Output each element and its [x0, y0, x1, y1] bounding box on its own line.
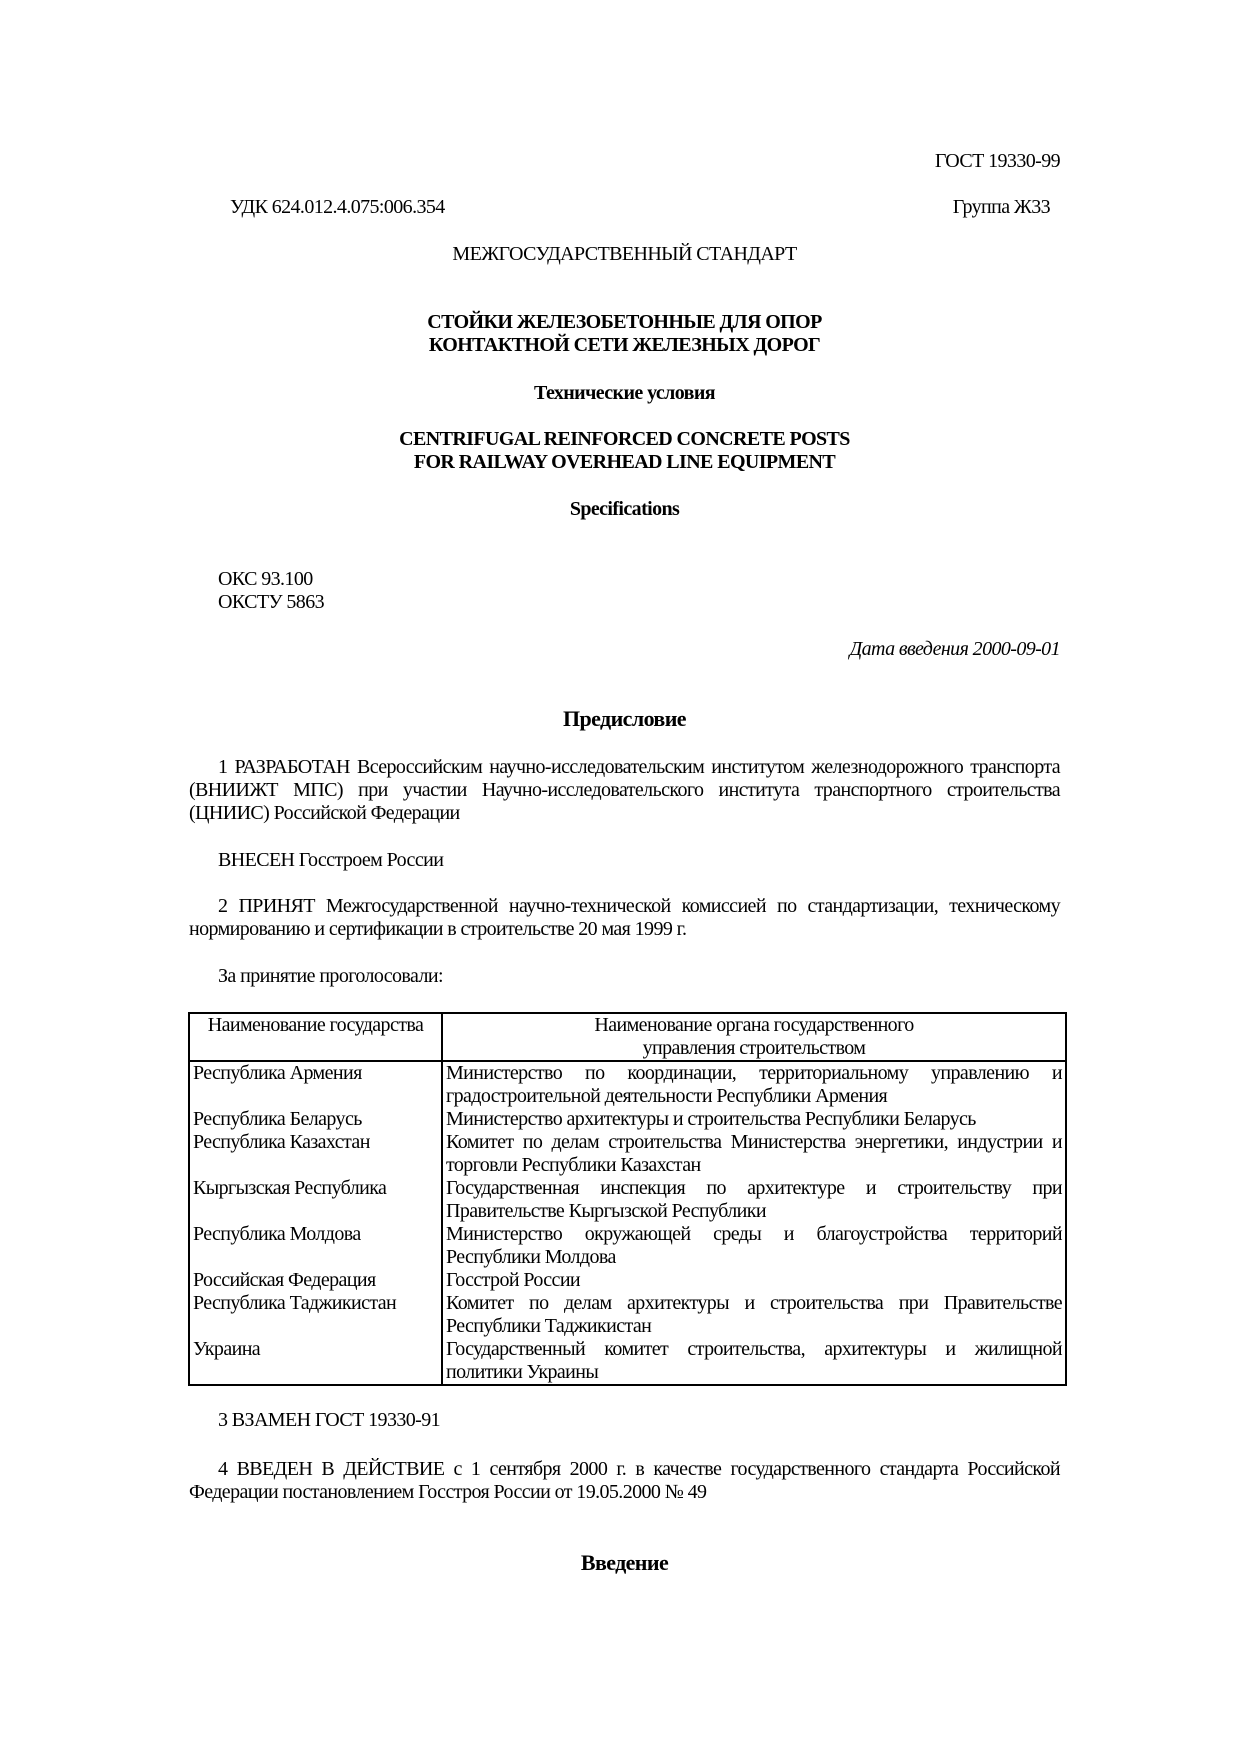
state-cell: Республика Таджикистан: [189, 1292, 442, 1338]
foreword-paragraph-4: 4 ВВЕДЕН В ДЕЙСТВИЕ с 1 сентября 2000 г. в качестве государственного стандарта Российской Федерации постановлением Госстроя России от 19.05.2000 № 49: [189, 1458, 1060, 1503]
table-row: [189, 1108, 1066, 1131]
authority-cell: Государственный комитет строительства, архитектуры и жилищной политики Украины: [446, 1338, 1062, 1383]
state-cell: Российская Федерация: [189, 1269, 442, 1292]
state-cell: Республика Молдова: [189, 1223, 442, 1269]
authority-cell: Министерство по координации, территориальному управлению и градостроительной деятельности Республики Армения: [446, 1062, 1062, 1107]
title-ru-line2: КОНТАКТНОЙ СЕТИ ЖЕЛЕЗНЫХ ДОРОГ: [428, 334, 821, 356]
subtitle-ru: Технические условия: [533, 382, 716, 404]
foreword-paragraph-3: 3 ВЗАМЕН ГОСТ 19330-91: [218, 1409, 441, 1431]
voted-label: За принятие проголосовали:: [218, 965, 443, 987]
okstu-code: ОКСТУ 5863: [218, 591, 325, 613]
authority-cell: Министерство окружающей среды и благоустройства территорий Республики Молдова: [446, 1223, 1062, 1268]
introduction-date: Дата введения 2000-09-01: [849, 638, 1060, 660]
table-row: [189, 1177, 1066, 1223]
authority-cell: Государственная инспекция по архитектуре и строительству при Правительстве Кыргызской Республики: [446, 1177, 1062, 1222]
foreword-paragraph-2: 2 ПРИНЯТ Межгосударственной научно-технической комиссией по стандартизации, техническому нормированию и сертификации в строительстве 20 мая 1999 г.: [189, 895, 1060, 940]
title-en-line1: CENTRIFUGAL REINFORCED CONCRETE POSTS: [399, 428, 850, 450]
authority-cell: Комитет по делам архитектуры и строительства при Правительстве Республики Таджикистан: [446, 1292, 1062, 1337]
header-state: Наименование государства: [189, 1013, 442, 1061]
state-cell: Украина: [189, 1338, 442, 1385]
group-code: Группа Ж33: [952, 196, 1050, 218]
table-row: [189, 1131, 1066, 1177]
foreword-submitted: ВНЕСЕН Госстроем России: [218, 849, 444, 871]
title-ru-line1: СТОЙКИ ЖЕЛЕЗОБЕТОННЫЕ ДЛЯ ОПОР: [427, 311, 822, 333]
table-row: [189, 1061, 1066, 1108]
table-row: [189, 1338, 1066, 1385]
standard-type: МЕЖГОСУДАРСТВЕННЫЙ СТАНДАРТ: [452, 243, 797, 265]
foreword-heading: Предисловие: [563, 706, 686, 731]
subtitle-en: Specifications: [569, 498, 680, 520]
header-authority: Наименование органа государственного управления строительством: [442, 1013, 1066, 1061]
gost-number: ГОСТ 19330-99: [934, 150, 1060, 172]
udk-code: УДК 624.012.4.075:006.354: [230, 196, 445, 218]
table-row: [189, 1223, 1066, 1269]
state-cell: Кыргызская Республика: [189, 1177, 442, 1223]
state-cell: Республика Армения: [189, 1061, 442, 1108]
table-row: [189, 1269, 1066, 1292]
introduction-heading: Введение: [580, 1550, 669, 1575]
foreword-paragraph-1: 1 РАЗРАБОТАН Всероссийским научно-исследовательским институтом железнодорожного транспорта (ВНИИЖТ МПС) при участии Научно-исследовательского института транспортного строительства (ЦНИИС) Российской Федерации: [189, 756, 1060, 824]
oks-code: ОКС 93.100: [218, 568, 313, 590]
state-cell: Республика Беларусь: [189, 1108, 442, 1131]
table-header-row: [189, 1013, 1066, 1061]
voting-table: [188, 1012, 1067, 1386]
state-cell: Республика Казахстан: [189, 1131, 442, 1177]
title-en-line2: FOR RAILWAY OVERHEAD LINE EQUIPMENT: [413, 451, 836, 473]
authority-cell: Министерство архитектуры и строительства Республики Беларусь: [446, 1108, 976, 1130]
table-row: [189, 1292, 1066, 1338]
authority-cell: Госстрой России: [446, 1269, 581, 1291]
authority-cell: Комитет по делам строительства Министерства энергетики, индустрии и торговли Республики Казахстан: [446, 1131, 1062, 1176]
